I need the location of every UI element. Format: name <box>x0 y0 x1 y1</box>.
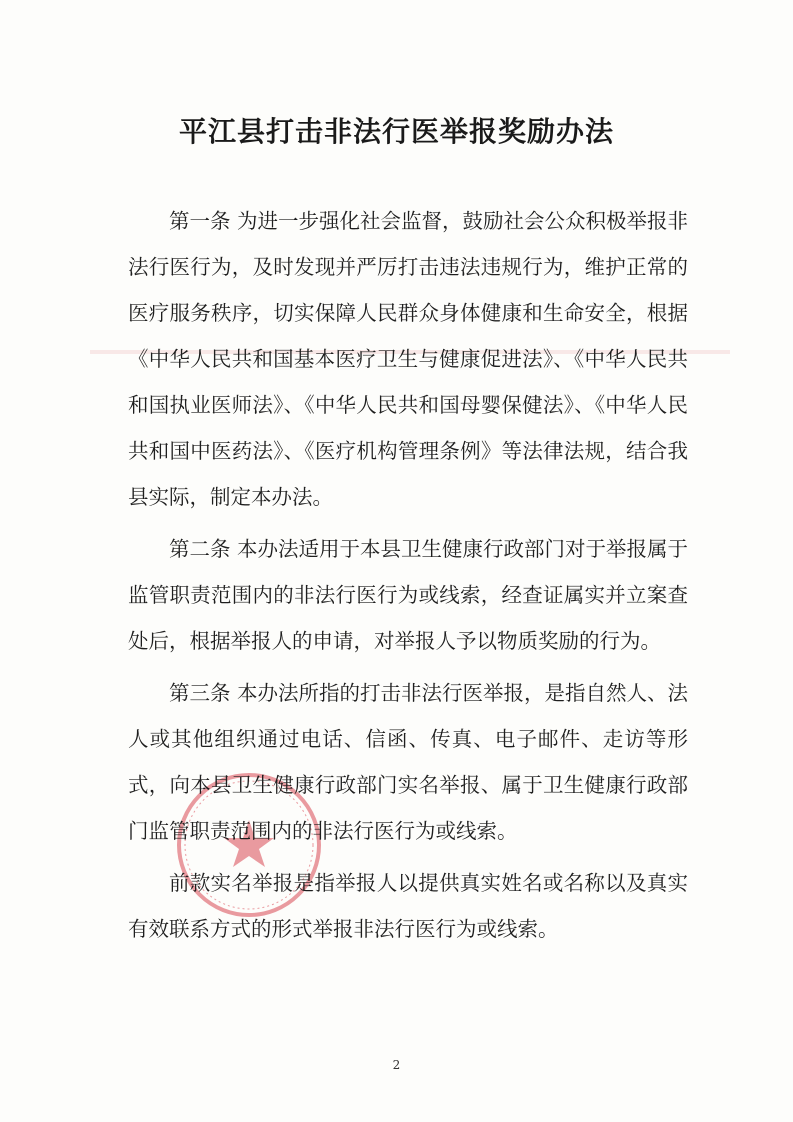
real-name-definition-paragraph: 前款实名举报是指举报人以提供真实姓名或名称以及真实有效联系方式的形式举报非法行医行为或线索。 <box>128 871 688 941</box>
article-3-paragraph: 第三条 本办法所指的打击非法行医举报，是指自然人、法人或其他组织通过电话、信函、传真、电子邮件、走访等形式，向本县卫生健康行政部门实名举报、属于卫生健康行政部门监管职责范围内的非法行医行为或线索。 <box>128 681 689 843</box>
document-title: 平江县打击非法行医举报奖励办法 <box>178 115 614 148</box>
page-number: 2 <box>392 1058 401 1072</box>
article-1-paragraph: 第一条 为进一步强化社会监督，鼓励社会公众积极举报非法行医行为，及时发现并严厉打击违法违规行为，维护正常的医疗服务秩序，切实保障人民群众身体健康和生命安全，根据《中华人民共和国基本医疗卫生与健康促进法》、《中华人民共和国执业医师法》、《中华人民共和国母婴保健法》、《中华人民共和国中医药法》、《医疗机构管理条例》等法律法规，结合我县实际，制定本办法。 <box>128 209 689 509</box>
document-body <box>128 198 688 952</box>
article-2-paragraph: 第二条 本办法适用于本县卫生健康行政部门对于举报属于监管职责范围内的非法行医行为或线索，经查证属实并立案查处后，根据举报人的申请，对举报人予以物质奖励的行为。 <box>128 537 689 653</box>
